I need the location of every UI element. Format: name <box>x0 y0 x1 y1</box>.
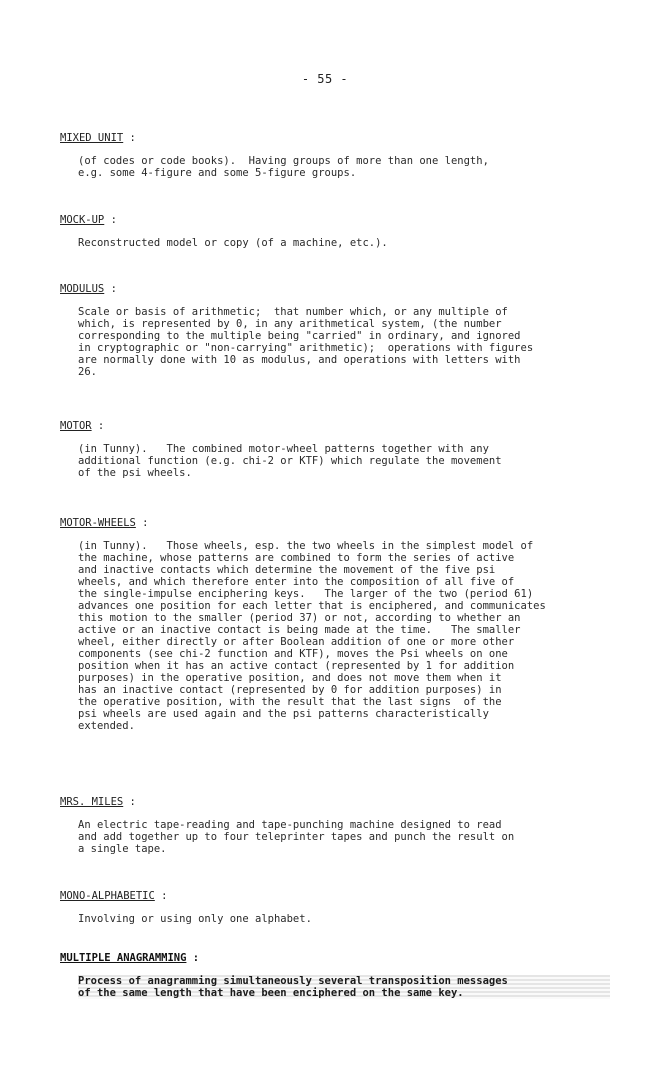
definition-line: 26. <box>78 366 97 378</box>
definition-line: components (see chi-2 function and KTF), moves the Psi wheels on one <box>78 648 508 660</box>
term-colon: : <box>154 890 168 902</box>
entry-definition <box>78 155 610 179</box>
definition-line: in cryptographic or "non-carrying" arithmetic); operations with figures <box>78 342 534 354</box>
definition-line: of the psi wheels. <box>78 467 192 479</box>
definition-line: advances one position for each letter that is enciphered, and communicates <box>78 600 546 612</box>
definition-line: Scale or basis of arithmetic; that number which, or any multiple of <box>78 306 508 318</box>
entry-term: MIXED UNIT <box>60 132 124 144</box>
term-colon: : <box>104 214 117 226</box>
definition-line: a single tape. <box>78 843 167 855</box>
glossary-entry-motor <box>60 420 610 479</box>
definition-line: this motion to the smaller (period 37) or not, according to whether an <box>78 612 521 624</box>
page-number: - 55 - <box>301 72 349 86</box>
definition-line: the operative position, with the result that the last signs of the <box>78 696 502 708</box>
definition-line: and inactive contacts which determine the movement of the five psi <box>78 564 496 576</box>
definition-line: of the same length that have been enciphered on the same key. <box>78 987 464 999</box>
term-colon: : <box>123 796 136 808</box>
definition-line: position when it has an active contact (represented by 1 for addition <box>78 660 515 672</box>
definition-line: wheel, either directly or after Boolean addition of one or more other <box>78 636 515 648</box>
glossary-entry-mrs-miles <box>60 796 610 855</box>
definition-line: corresponding to the multiple being "carried" in ordinary, and ignored <box>78 330 521 342</box>
glossary-entry-mixed-unit <box>60 132 610 179</box>
entry-term: MODULUS <box>60 283 105 295</box>
definition-line: which, is represented by 0, in any arithmetical system, (the number <box>78 318 502 330</box>
entry-term: MRS. MILES <box>60 796 124 808</box>
entry-definition <box>78 540 610 732</box>
term-colon: : <box>91 420 105 432</box>
entry-term: MOCK-UP <box>60 214 105 226</box>
term-colon: : <box>135 517 149 529</box>
entry-definition <box>78 443 610 479</box>
entry-term: MULTIPLE ANAGRAMMING <box>60 952 187 964</box>
definition-line: active or an inactive contact is being made at the time. The smaller <box>78 624 521 636</box>
entry-definition <box>78 819 610 855</box>
definition-line: and add together up to four teleprinter tapes and punch the result on <box>78 831 515 843</box>
definition-line: An electric tape-reading and tape-punching machine designed to read <box>78 819 502 831</box>
glossary-entry-motor-wheels <box>60 517 610 732</box>
definition-line: the single-impulse enciphering keys. The larger of the two (period 61) <box>78 588 534 600</box>
entry-term: MONO-ALPHABETIC <box>60 890 155 902</box>
definition-line: Reconstructed model or copy (of a machine, etc.). <box>78 237 388 249</box>
glossary-entry-multiple-anagramming <box>60 952 610 999</box>
definition-line: purposes) in the operative position, and does not move them when it <box>78 672 502 684</box>
definition-line: has an inactive contact (represented by 0 for addition purposes) in <box>78 684 502 696</box>
definition-line: (in Tunny). Those wheels, esp. the two wheels in the simplest model of <box>78 540 534 552</box>
glossary-entry-mock-up <box>60 214 610 249</box>
entry-term: MOTOR <box>60 420 92 432</box>
definition-line: (of codes or code books). Having groups of more than one length, <box>78 155 489 167</box>
term-colon: : <box>104 283 117 295</box>
entry-definition <box>78 975 610 999</box>
glossary-entry-mono-alphabetic <box>60 890 610 925</box>
definition-line: wheels, and which therefore enter into the composition of all five of <box>78 576 515 588</box>
definition-line: additional function (e.g. chi-2 or KTF) which regulate the movement <box>78 455 502 467</box>
entry-definition <box>78 306 610 378</box>
glossary-entry-modulus <box>60 283 610 378</box>
definition-line: e.g. some 4-figure and some 5-figure groups. <box>78 167 357 179</box>
definition-line: extended. <box>78 720 135 732</box>
definition-line: Process of anagramming simultaneously several transposition messages <box>78 975 508 987</box>
entry-definition <box>78 237 610 249</box>
entry-definition <box>78 913 610 925</box>
definition-line: Involving or using only one alphabet. <box>78 913 312 925</box>
term-colon: : <box>186 952 200 964</box>
term-colon: : <box>123 132 136 144</box>
definition-line: are normally done with 10 as modulus, and operations with letters with <box>78 354 521 366</box>
definition-line: (in Tunny). The combined motor-wheel patterns together with any <box>78 443 489 455</box>
entry-term: MOTOR-WHEELS <box>60 517 136 529</box>
definition-line: psi wheels are used again and the psi patterns characteristically <box>78 708 489 720</box>
definition-line: the machine, whose patterns are combined to form the series of active <box>78 552 515 564</box>
